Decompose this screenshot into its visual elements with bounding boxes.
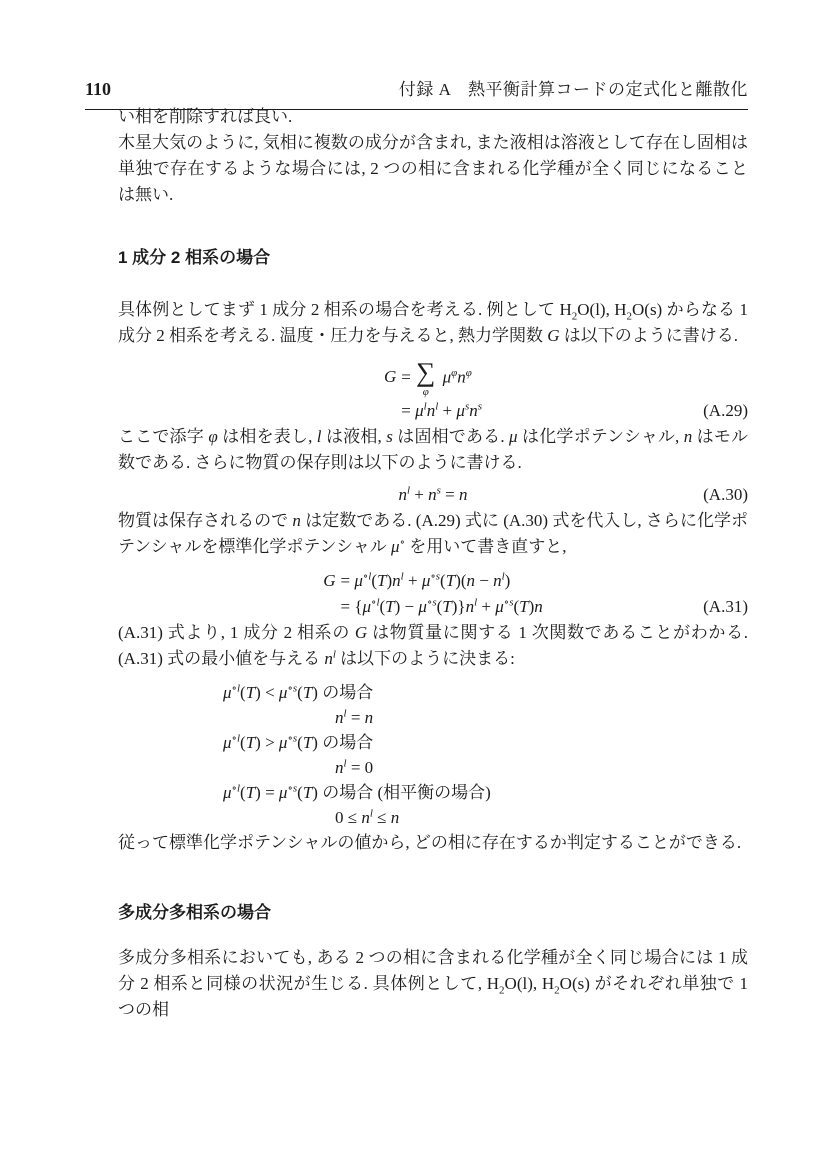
equation-rhs: = $\mu^{\circ l}(T)n^l + \mu^{\circ s}(T)(n - n^l)$ — [340, 570, 511, 590]
paragraph-notation: ここで添字 φ は相を表し, l は液相, s は固相である. μ は化学ポテンシャル, n はモル数である. さらに物質の保存則は以下のように書ける. — [118, 427, 749, 472]
case-condition: $\mu^{\circ l}(T) > \mu^{\circ s}(T)$ の場合 — [223, 732, 374, 752]
paragraph-concrete-example: 具体例としてまず 1 成分 2 相系の場合を考える. 例として $H_2O(l)$, $H_2O(s)$ からなる 1 成分 2 相系を考える. 温度・圧力を与えると, 熱力学関数 G は以下のように書ける. — [118, 300, 748, 345]
equation-a31-lines — [323, 568, 543, 620]
case-result: $0 \le n^l \le n$ — [335, 807, 400, 827]
equation-lhs — [323, 594, 340, 620]
paragraph-intro-continuation: い相を削除すれば良い. — [118, 107, 293, 126]
equation-lhs: G — [323, 571, 336, 590]
equation-number-a31: (A.31) — [703, 597, 748, 616]
section-heading-one-component: 1 成分 2 相系の場合 — [118, 248, 271, 267]
equation-rhs: = $\mu^ln^l + \mu^sn^s$ — [401, 400, 482, 420]
display-equation-a30 — [118, 482, 748, 508]
case-condition: $\mu^{\circ l}(T) < \mu^{\circ s}(T)$ の場合 — [223, 682, 374, 702]
case-analysis-block — [223, 680, 748, 830]
paragraph-conclusion: 従って標準化学ポテンシャルの値から, どの相に存在するか判定することができる. — [118, 833, 742, 852]
equation-line: $n^l + n^s = n$ — [398, 484, 468, 504]
paragraph-multi-component: 多成分多相系においても, ある 2 つの相に含まれる化学種が全く同じ場合には 1 成分 2 相系と同様の状況が生じる. 具体例として, $H_2O(l)$, $H_2O(s)$ がそれぞれ単独で 1 つの相 — [118, 948, 749, 1019]
section-heading-multi-component: 多成分多相系の場合 — [118, 903, 271, 922]
chapter-header-title: 付録 A 熱平衡計算コードの定式化と離散化 — [398, 80, 748, 99]
equation-a29-lines — [384, 359, 482, 424]
paragraph-conservation: 物質は保存されるので n は定数である. (A.29) 式に (A.30) 式を代入し, さらに化学ポテンシャルを標準化学ポテンシャル μ∘ を用いて書き直すと, — [118, 511, 748, 556]
case-result: $n^l = 0$ — [335, 757, 374, 777]
equation-number-a29: (A.29) — [703, 401, 748, 420]
case-result: $n^l = n$ — [335, 707, 374, 727]
paragraph-jupiter-atmosphere: 木星大気のように, 気相に複数の成分が含まれ, また液相は溶液として存在し固相は単独で存在するような場合には, 2 つの相に含まれる化学種が全く同じになることは無い. — [118, 133, 748, 204]
equation-line — [384, 398, 482, 424]
page-number: 110 — [85, 79, 112, 99]
text-column — [118, 104, 748, 1023]
equation-lhs: G — [384, 367, 397, 387]
equation-rhs: = $\{\mu^{\circ l}(T) - \mu^{\circ s}(T)\}n^l + \mu^{\circ s}(T)n$ — [340, 596, 543, 616]
equation-line — [323, 568, 543, 594]
equation-line — [323, 594, 543, 620]
equation-line — [384, 359, 482, 398]
case-condition: $\mu^{\circ l}(T) = \mu^{\circ s}(T)$ の場合 (相平衡の場合) — [223, 782, 491, 802]
equation-rhs: = ∑ φ $\mu^\varphi n^\varphi$ — [401, 357, 472, 398]
equation-number-a30: (A.30) — [703, 485, 748, 504]
display-equation-a29 — [118, 359, 748, 424]
paragraph-linear-function: (A.31) 式より, 1 成分 2 相系の G は物質量に関する 1 次関数であることがわかる. (A.31) 式の最小値を与える $n^l$ は以下のように決まる: — [118, 623, 748, 668]
equation-lhs — [384, 398, 401, 424]
display-equation-a31 — [118, 568, 748, 620]
